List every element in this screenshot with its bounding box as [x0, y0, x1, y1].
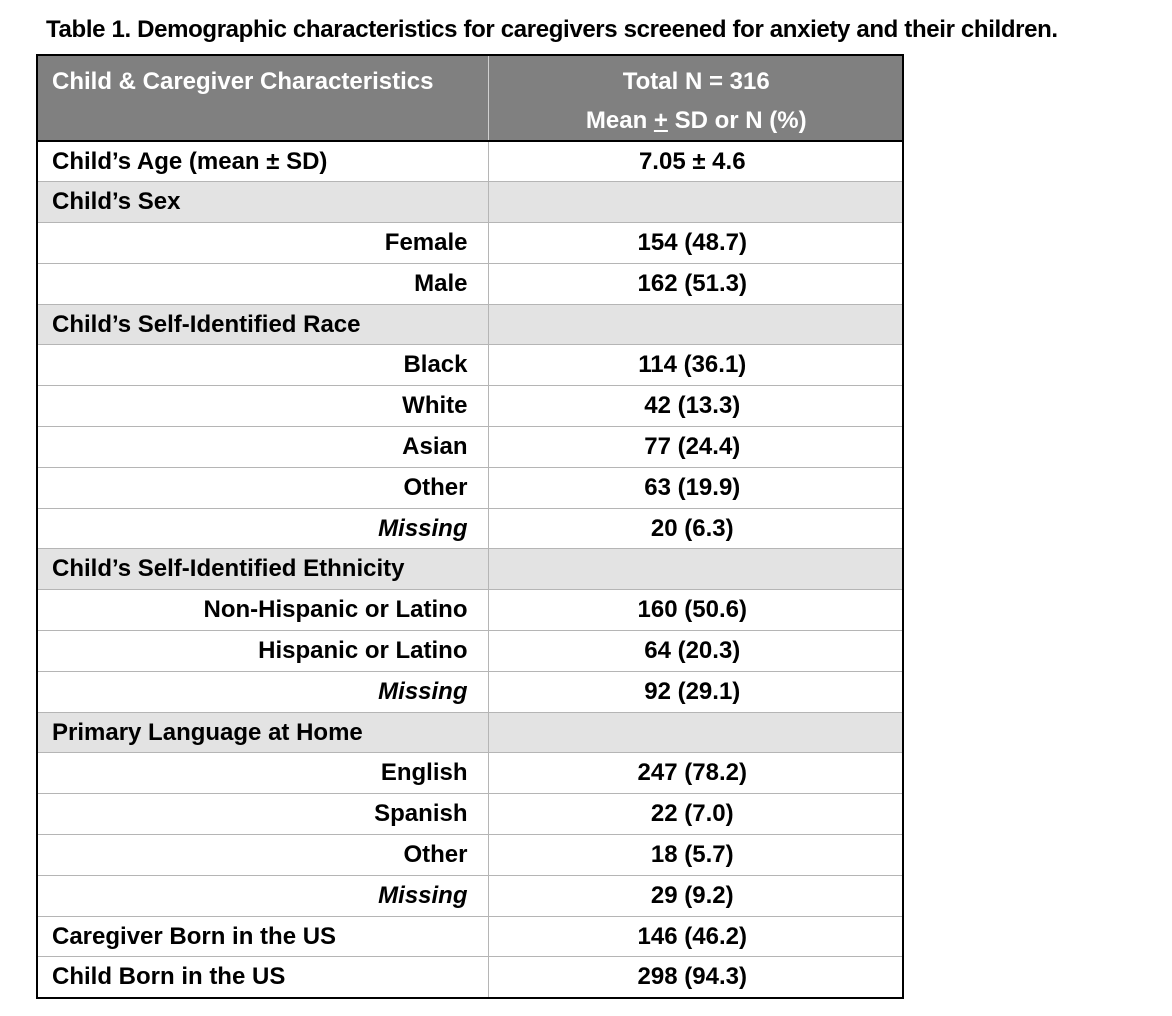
row-label: Asian — [37, 427, 488, 468]
row-label: Spanish — [37, 794, 488, 835]
row-label: Child’s Self-Identified Race — [37, 304, 488, 345]
row-label: White — [37, 386, 488, 427]
row-label: Male — [37, 263, 488, 304]
row-value: 298 (94.3) — [488, 957, 903, 998]
row-value: 114 (36.1) — [488, 345, 903, 386]
header-characteristics: Child & Caregiver Characteristics — [37, 55, 488, 141]
row-label: Child Born in the US — [37, 957, 488, 998]
section-row — [37, 549, 903, 590]
row-value: 63 (19.9) — [488, 467, 903, 508]
row-label: Missing — [37, 508, 488, 549]
row-label: Child’s Self-Identified Ethnicity — [37, 549, 488, 590]
table-row — [37, 835, 903, 876]
row-label: Other — [37, 835, 488, 876]
row-label: Missing — [37, 875, 488, 916]
demographics-table — [36, 54, 904, 999]
table-row — [37, 223, 903, 264]
row-label: Black — [37, 345, 488, 386]
header-plus-minus: + — [653, 107, 668, 134]
row-value: 154 (48.7) — [488, 223, 903, 264]
table-row — [37, 590, 903, 631]
table-row — [37, 508, 903, 549]
table-body — [37, 141, 903, 998]
row-value: 64 (20.3) — [488, 631, 903, 672]
row-label: Female — [37, 223, 488, 264]
section-row — [37, 304, 903, 345]
table-row — [37, 671, 903, 712]
header-stat-prefix: Mean — [585, 107, 654, 134]
row-value: 162 (51.3) — [488, 263, 903, 304]
row-value — [488, 304, 903, 345]
row-label: Non-Hispanic or Latino — [37, 590, 488, 631]
table-row — [37, 631, 903, 672]
row-value: 92 (29.1) — [488, 671, 903, 712]
table-caption: Table 1. Demographic characteristics for caregivers screened for anxiety and their children. — [46, 16, 1058, 43]
table-row — [37, 427, 903, 468]
table-row — [37, 345, 903, 386]
row-value: 42 (13.3) — [488, 386, 903, 427]
table-row — [37, 916, 903, 957]
row-value — [488, 712, 903, 753]
row-value: 146 (46.2) — [488, 916, 903, 957]
table-header-row — [37, 55, 903, 141]
row-label: English — [37, 753, 488, 794]
section-row — [37, 182, 903, 223]
section-row — [37, 712, 903, 753]
row-value — [488, 549, 903, 590]
table-row — [37, 957, 903, 998]
header-total — [488, 55, 903, 141]
row-label: Missing — [37, 671, 488, 712]
table-row — [37, 753, 903, 794]
header-total-n: Total N = 316 — [622, 68, 770, 95]
row-value: 247 (78.2) — [488, 753, 903, 794]
row-value: 29 (9.2) — [488, 875, 903, 916]
row-value: 7.05 ± 4.6 — [488, 141, 903, 182]
row-label: Other — [37, 467, 488, 508]
row-value: 18 (5.7) — [488, 835, 903, 876]
row-value: 22 (7.0) — [488, 794, 903, 835]
row-value: 160 (50.6) — [488, 590, 903, 631]
table-row — [37, 263, 903, 304]
row-label: Hispanic or Latino — [37, 631, 488, 672]
table-row — [37, 386, 903, 427]
row-label: Child’s Age (mean ± SD) — [37, 141, 488, 182]
table-row — [37, 141, 903, 182]
row-label: Primary Language at Home — [37, 712, 488, 753]
row-value — [488, 182, 903, 223]
header-stat-suffix: SD or N (%) — [667, 107, 807, 134]
row-label: Caregiver Born in the US — [37, 916, 488, 957]
table-row — [37, 875, 903, 916]
row-value: 20 (6.3) — [488, 508, 903, 549]
row-label: Child’s Sex — [37, 182, 488, 223]
row-value: 77 (24.4) — [488, 427, 903, 468]
table-row — [37, 467, 903, 508]
table-row — [37, 794, 903, 835]
